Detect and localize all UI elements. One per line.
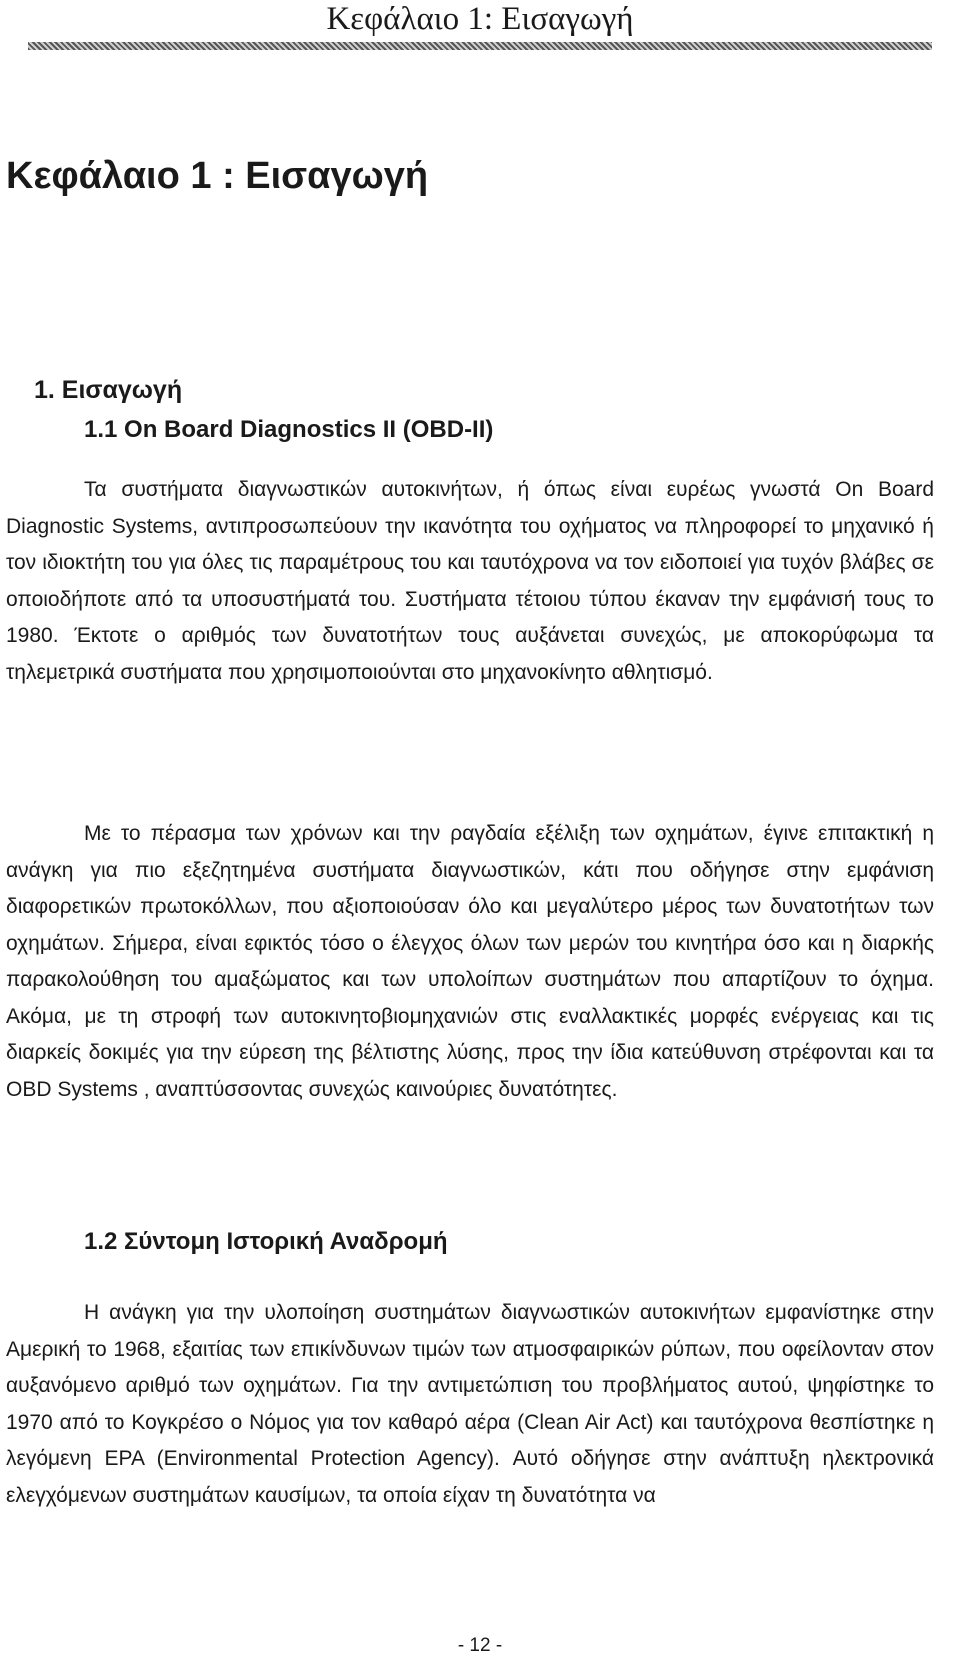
paragraph: Με το πέρασμα των χρόνων και την ραγδαία εξέλιξη των οχημάτων, έγινε επιτακτική η ανάγκη για πιο εξεζητημένα συστήματα διαγνωστικών, κάτι που οδήγησε στην εμφάνιση διαφορετικών πρωτοκόλλων, που αξιοποιούσαν όλο και μεγαλύτερο μέρος των δυνατοτήτων των οχημάτων. Σήμερα, είναι εφικτός τόσο ο έλεγχος όλων των μερών του κινητήρα όσο και η διαρκής παρακολούθηση του αμαξώματος και των υπολοίπων συστημάτων που απαρτίζουν το όχημα. Ακόμα, με τη στροφή των αυτοκινητοβιομηχανιών στις εναλλακτικές μορφές ενέργειας και τις διαρκείς δοκιμές για την εύρεση της βέλτιστης λύσης, προς την ίδια κατεύθυνση στρέφονται και τα OBD Systems , αναπτύσσοντας συνεχώς καινούριες δυνατότητες. (6, 822, 934, 1101)
obd-body (6, 472, 934, 691)
subsection-heading-obd: 1.1 On Board Diagnostics II (OBD-II) (84, 416, 494, 443)
page-number: - 12 - (457, 1635, 503, 1656)
paragraph: Η ανάγκη για την υλοποίηση συστημάτων διαγνωστικών αυτοκινήτων εμφανίστηκε στην Αμερική το 1968, εξαιτίας των επικίνδυνων τιμών των ατμοσφαιρικών ρύπων, που οφείλονταν στον αυξανόμενο αριθμό των οχημάτων. Για την αντιμετώπιση του προβλήματος αυτού, ψηφίστηκε το 1970 από το Κογκρέσο ο Νόμος για τον καθαρό αέρα (Clean Air Act) και ταυτόχρονα θεσπίστηκε η λεγόμενη EPA (Environmental Protection Agency). Αυτό οδήγησε στην ανάπτυξη ηλεκτρονικά ελεγχόμενων συστημάτων καυσίμων, τα οποία είχαν τη δυνατότητα να (6, 1301, 934, 1507)
section-heading: 1. Εισαγωγή (34, 376, 183, 404)
chapter-title: Κεφάλαιο 1 : Εισαγωγή (6, 155, 429, 197)
running-header: Κεφάλαιο 1: Εισαγωγή (326, 1, 634, 37)
paragraph: Τα συστήματα διαγνωστικών αυτοκινήτων, ή όπως είναι ευρέως γνωστά On Board Diagnostic Systems, αντιπροσωπεύουν την ικανότητα του οχήματος να πληροφορεί το μηχανικό ή τον ιδιοκτήτη του για όλες τις παραμέτρους του και ταυτόχρονα να τον ειδοποιεί για τυχόν βλάβες σε οποιοδήποτε από τα υποσυστήματά του. Συστήματα τέτοιου τύπου έκαναν την εμφάνισή τους το 1980. Έκτοτε ο αριθμός των δυνατοτήτων τους αυξάνεται συνεχώς, με αποκορύφωμα τα τηλεμετρικά συστήματα που χρησιμοποιούνται στο μηχανοκίνητο αθλητισμό. (6, 478, 934, 684)
obd-body-continued (6, 816, 934, 1108)
header-rule (28, 42, 932, 50)
history-body (6, 1295, 934, 1514)
subsection-heading-history: 1.2 Σύντομη Ιστορική Αναδρομή (84, 1228, 448, 1255)
